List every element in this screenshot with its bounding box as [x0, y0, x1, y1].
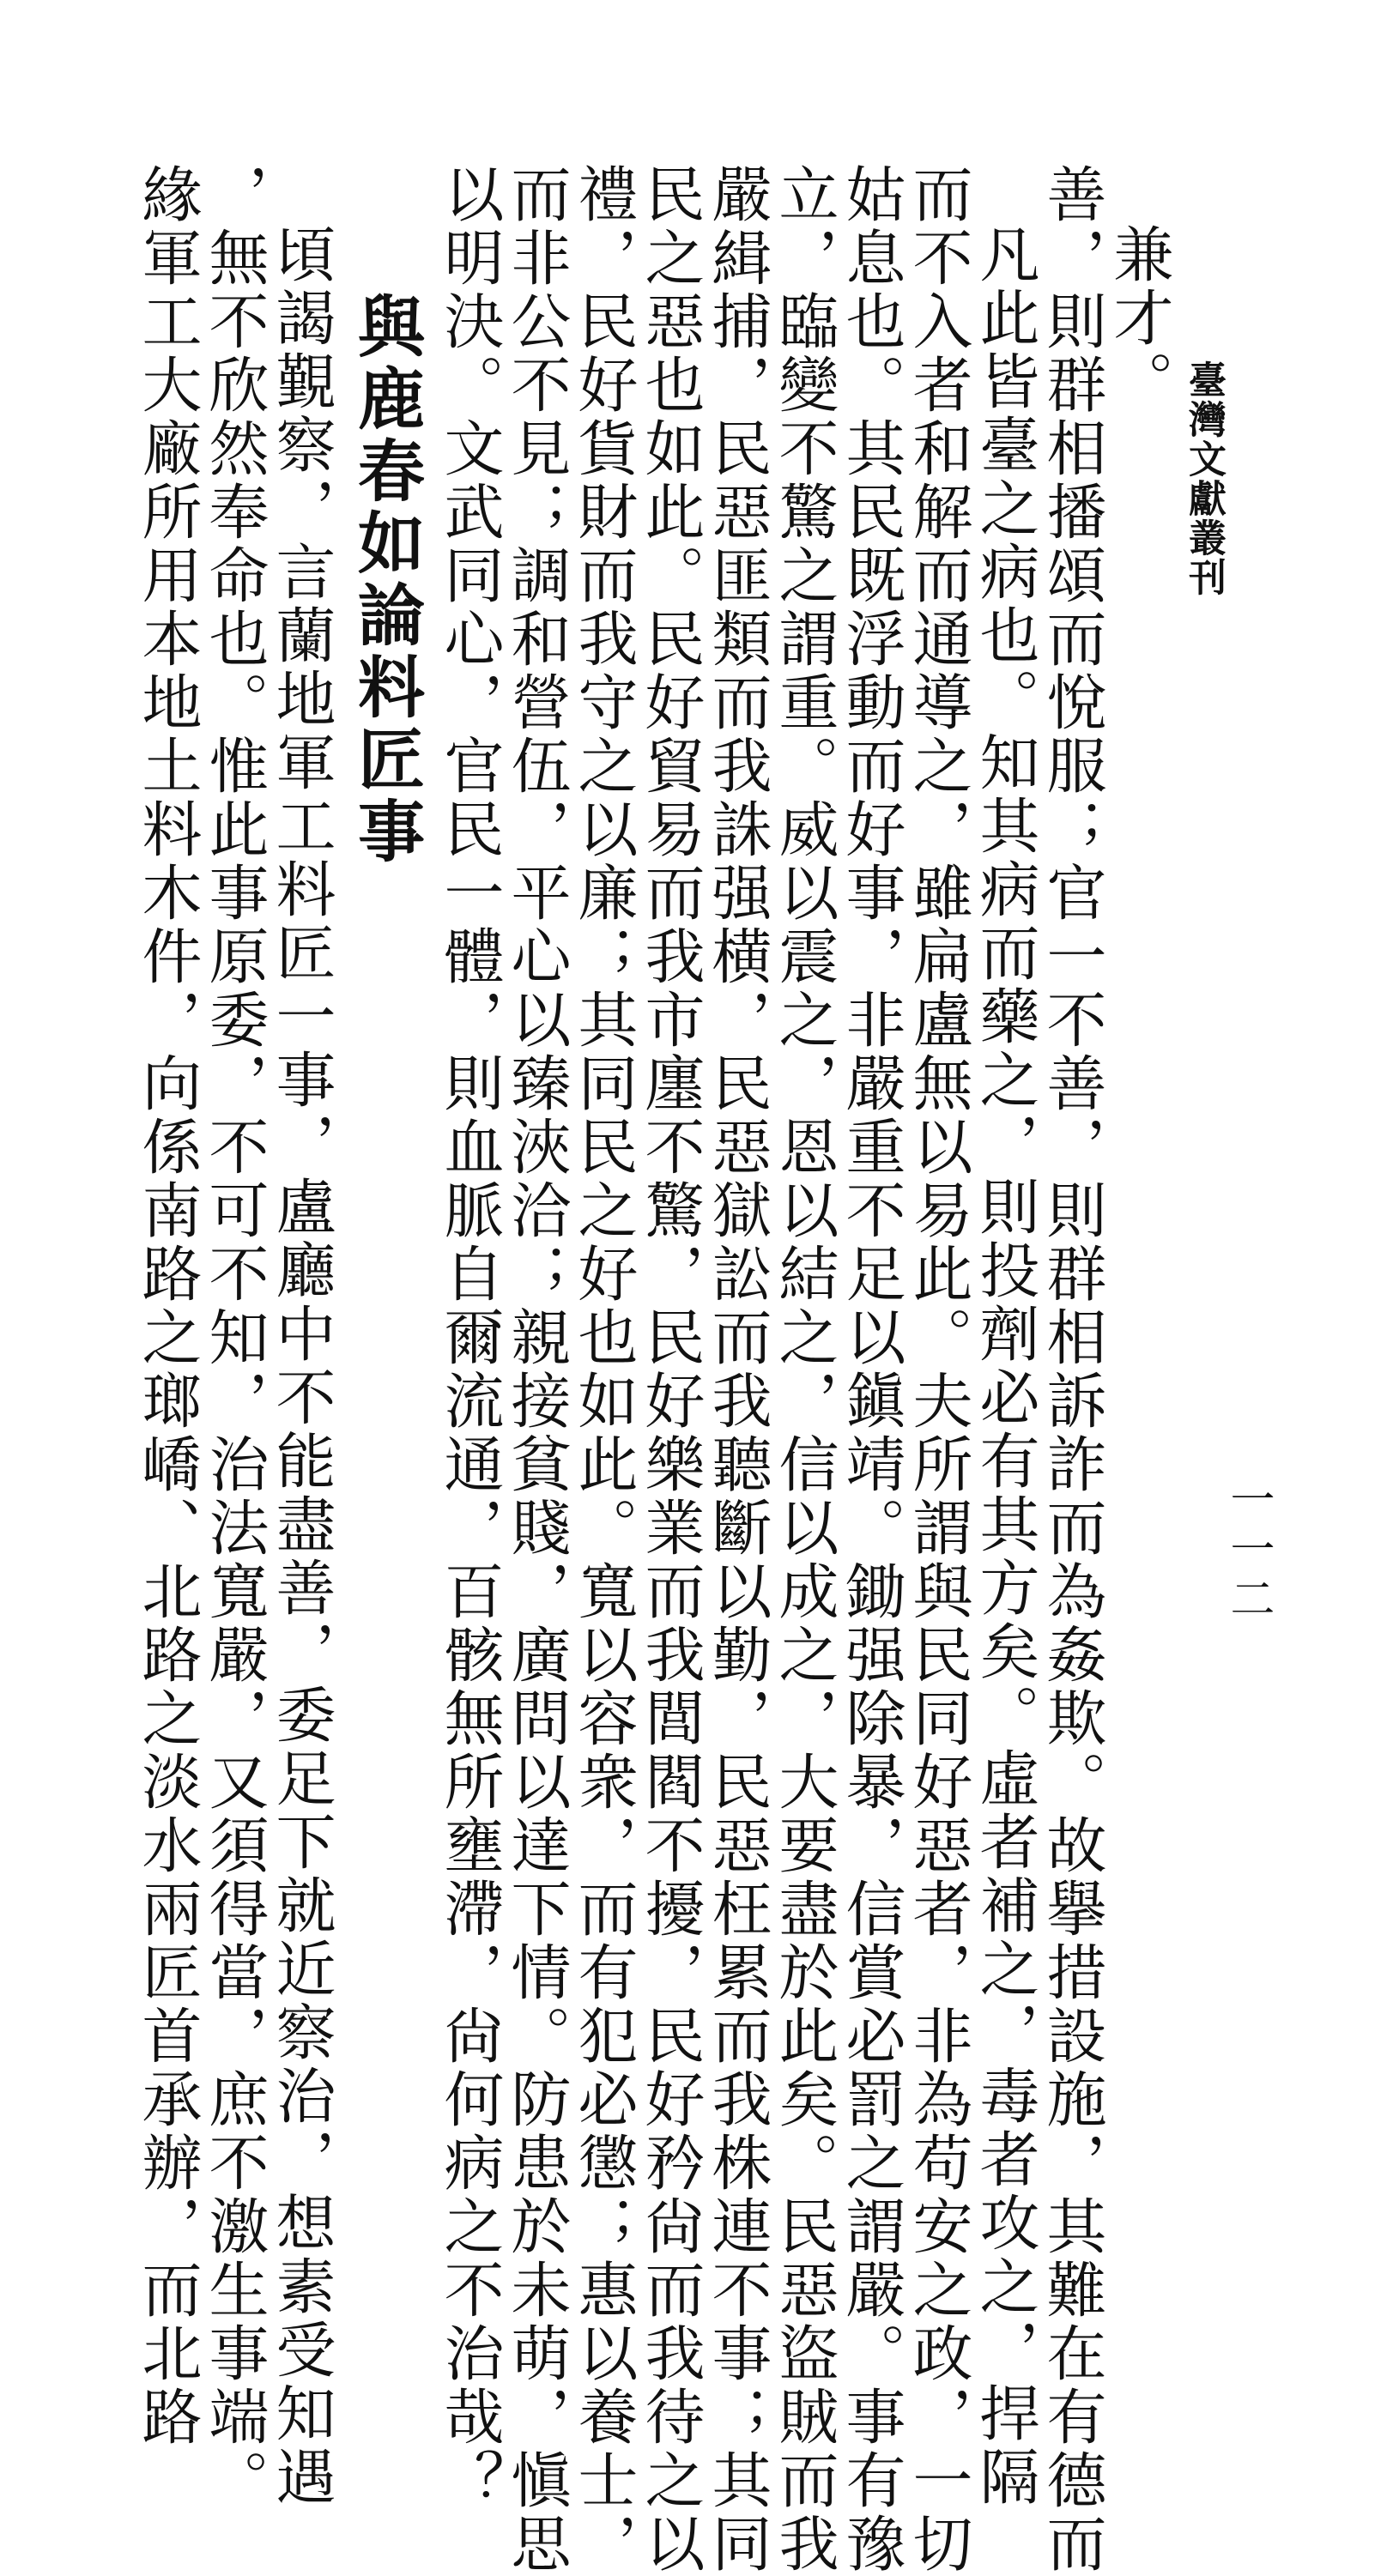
running-head: 臺灣文獻叢刊 — [1182, 360, 1226, 597]
text-column: 而非公不見；調和營伍，平心以臻浹洽；親接貧賤，廣問以達下情。防患於未萌，愼思 — [501, 163, 572, 2576]
vertical-text-body — [132, 163, 1174, 2576]
text-column: 善，則群相播頌而悅服；官一不善，則群相訴詐而為姦欺。故擧措設施，其難在有德而 — [1037, 163, 1107, 2576]
text-column: ，無不欣然奉命也。惟此事原委，不可不知，治法寬嚴，又須得當，庶不激生事端。 — [199, 163, 270, 2513]
text-column: 立，臨變不驚之謂重。威以震之，恩以結之，信以成之，大要盡於此矣。民惡盜賊而我 — [769, 163, 839, 2576]
text-column: 姑息也。其民既浮動而好事，非嚴重不足以鎭靖。鋤强除暴，信賞必罰之謂嚴。事有豫 — [836, 163, 906, 2576]
page-number: 一一二 — [1222, 1476, 1274, 1625]
text-column: 而不入者和解而通導之，雖扁盧無以易此。夫所謂與民同好惡者，非為苟安之政，一切 — [903, 163, 973, 2576]
text-column: 嚴緝捕，民惡匪類而我誅强横，民惡獄訟而我聽斷以勤，民惡枉累而我株連不事；其同 — [702, 163, 772, 2576]
section-heading: 與鹿春如論料匠事 — [347, 292, 425, 868]
text-column: 禮，民好貨財而我守之以廉；其同民之好也如此。寬以容衆，而有犯必懲；惠以養士， — [568, 163, 639, 2576]
text-column: 民之惡也如此。民好貿易而我市廛不驚，民好樂業而我閭閻不擾，民好矜尙而我待之以 — [635, 163, 706, 2576]
text-column: 緣軍工大廠所用本地土料木件，向係南路之瑯嶠、北路之淡水兩匠首承辦，而北路 — [132, 163, 203, 2449]
text-column: 頃謁覲察，言蘭地軍工料匠一事，盧廳中不能盡善，委足下就近察治，想素受知遇 — [266, 223, 336, 2509]
text-column: 凡此皆臺之病也。知其病而藥之，則投劑必有其方矣。虛者補之，毒者攻之，捍隔 — [970, 223, 1040, 2509]
text-column: 兼才。 — [1104, 223, 1174, 414]
text-column: 以明決。文武同心，官民一體，則血脈自爾流通，百骸無所壅滯，尙何病之不治哉？ — [434, 163, 505, 2513]
